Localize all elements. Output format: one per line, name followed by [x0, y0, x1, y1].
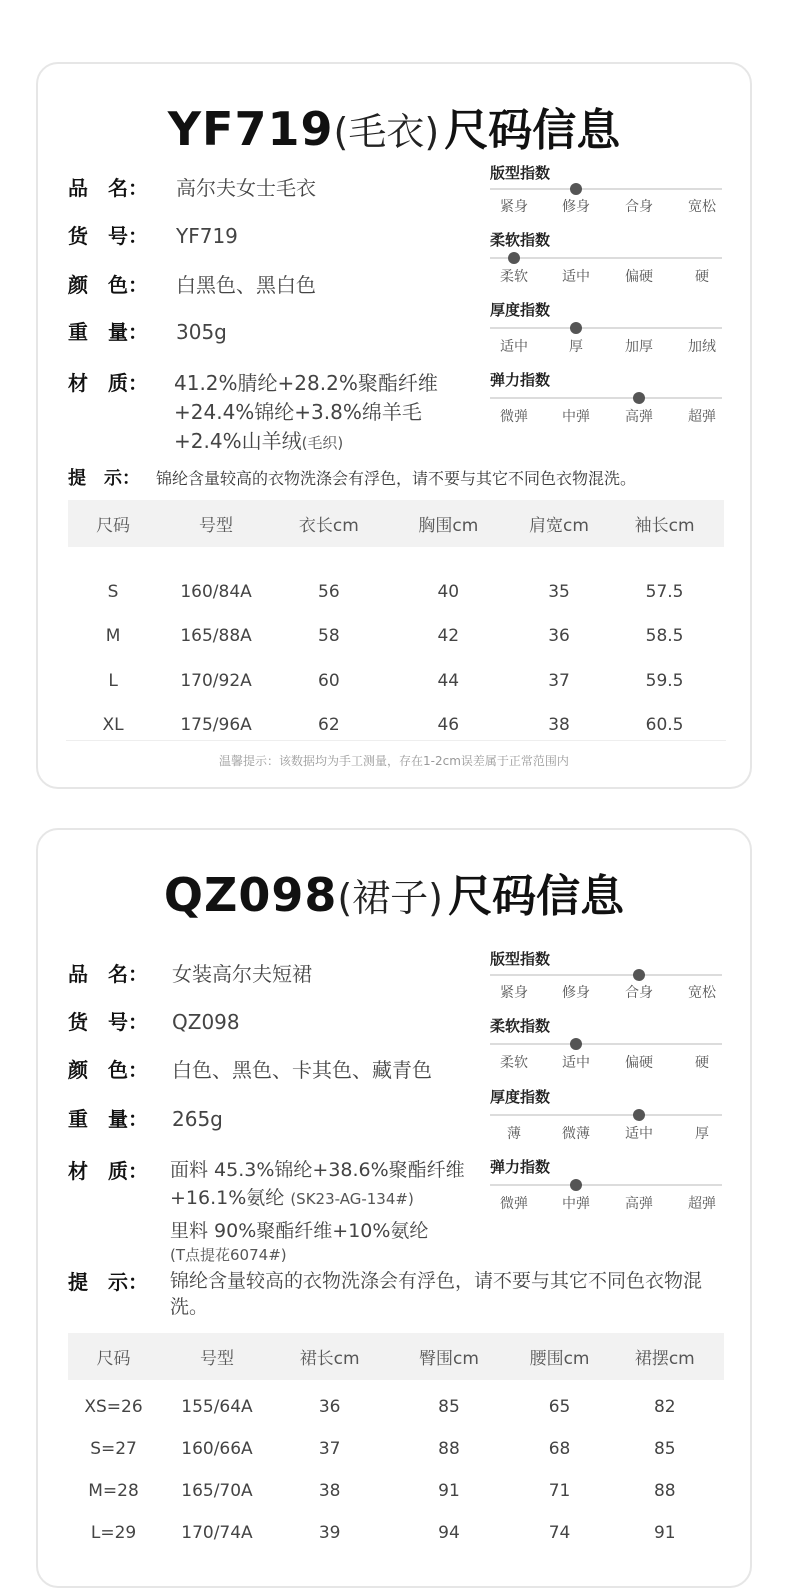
table-row: S=27 160/66A 37 88 68 85 [90, 1439, 676, 1459]
material-text: 41.2%腈纶+28.2%聚酯纤维 +24.4%锦纶+3.8%绵羊毛 +2.4%山羊绒(毛织) [174, 371, 438, 453]
divider [66, 740, 726, 741]
index-marker [633, 1109, 645, 1121]
index-elasticity: 弹力指数 微弹 中弹 高弹 超弹 [490, 1156, 722, 1177]
index-marker [570, 183, 582, 195]
index-thickness: 厚度指数 适中 厚 加厚 加绒 [490, 299, 722, 320]
index-bar [490, 1114, 722, 1116]
index-bar [490, 327, 722, 329]
index-marker [633, 392, 645, 404]
table-row: M 165/88A 58 42 36 58.5 [105, 626, 684, 646]
card-title: QZ098(裙子) 尺码信息 [163, 868, 625, 922]
index-marker [570, 322, 582, 334]
table-header: 尺码 号型 裙长cm 臀围cm 腰围cm 裙摆cm [68, 1333, 724, 1380]
table-row: XL 175/96A 62 46 38 60.5 [102, 715, 684, 735]
index-bar [490, 974, 722, 976]
index-fit: 版型指数 紧身 修身 合身 宽松 [490, 162, 722, 183]
index-softness: 柔软指数 柔软 适中 偏硬 硬 [490, 229, 722, 250]
material-text: 面料 45.3%锦纶+38.6%聚酯纤维 +16.1%氨纶 (SK23-AG-134#) 里料 90%聚酯纤维+10%氨纶 (T点提花6074#) [170, 1159, 465, 1264]
table-row: M=28 165/70A 38 91 71 88 [88, 1481, 676, 1501]
table-row: S 160/84A 56 40 35 57.5 [107, 581, 684, 602]
index-bar [490, 188, 722, 190]
table-row: XS=26 155/64A 36 85 65 82 [84, 1397, 676, 1417]
index-thickness: 厚度指数 薄 微薄 适中 厚 [490, 1086, 722, 1107]
table-header: 尺码 号型 衣长cm 胸围cm 肩宽cm 袖长cm [68, 500, 724, 547]
index-softness: 柔软指数 柔软 适中 偏硬 硬 [490, 1015, 722, 1036]
size-card-skirt: QZ098(裙子) 尺码信息 品 名： 女装高尔夫短裙 货 号： QZ098 颜 色： 白色、黑色、卡其色、藏青色 重 量： 265g 材 质： 面料 45.3%锦纶+38.6%聚酯纤维 +16.1%氨纶 (SK23-AG-134#) 里料 90%聚酯纤维+10%氨纶 (T点提花6074#) 提 示： 锦纶含量较高的衣物洗涤会有浮色，请不要与其它不同色衣物混洗。 版型指数 紧身 修身 合身 宽松 柔软指数 柔软 适中 偏硬 硬 厚度指数 薄 微薄 适中 厚 弹力指数 微弹 中弹 高弹 超弹 尺码 号型 裙长cm 臀围cm 腰围cm 裙摆cm XS=26 155/64A 36 85 65 82 S=27 160/66A 37 88 68 85 M=28 165/70A 38 91 71 88 L=29 170/74A 39 94 74 91 [36, 828, 752, 1588]
card-title: YF719(毛衣) 尺码信息 [167, 102, 621, 156]
tip-line: 提 示： 锦纶含量较高的衣物洗涤会有浮色，请不要与其它不同色衣物混洗。 [68, 468, 637, 489]
size-table [68, 1333, 724, 1554]
table-row: L=29 170/74A 39 94 74 91 [90, 1523, 676, 1543]
index-marker [570, 1038, 582, 1050]
index-marker [570, 1179, 582, 1191]
index-elasticity: 弹力指数 微弹 中弹 高弹 超弹 [490, 369, 722, 390]
index-marker [508, 252, 520, 264]
index-fit: 版型指数 紧身 修身 合身 宽松 [490, 948, 722, 969]
index-bar [490, 1184, 722, 1186]
size-table [68, 500, 724, 747]
tip-text: 锦纶含量较高的衣物洗涤会有浮色，请不要与其它不同色衣物混洗。 [170, 1270, 703, 1318]
measurement-note: 温馨提示：该数据均为手工测量，存在1-2cm误差属于正常范围内 [219, 754, 569, 768]
index-bar [490, 397, 722, 399]
table-row: L 170/92A 60 44 37 59.5 [108, 670, 684, 691]
size-card-sweater: YF719(毛衣) 尺码信息 品 名： 高尔夫女士毛衣 货 号： YF719 颜 色： 白黑色、黑白色 重 量： 305g 材 质： 41.2%腈纶+28.2%聚酯纤维 +24.4%锦纶+3.8%绵羊毛 +2.4%山羊绒(毛织) 提 示： 锦纶含量较高的衣物洗涤会有浮色，请不要与其它不同色衣物混洗。 版型指数 紧身 修身 合身 宽松 柔软指数 柔软 适中 偏硬 硬 厚度指数 适中 厚 加厚 加绒 弹力指数 微弹 中弹 高弹 超弹 尺码 号型 衣长cm 胸围cm 肩宽cm 袖长cm S 160/84A 56 40 35 57.5 M 165/88A 58 42 36 58.5 L 170/92A 60 44 37 59.5 XL 175/96A 62 46 38 60.5 温馨提示：该数据均为手工测量，存在1-2cm误差属于正常范围内 [36, 62, 752, 789]
index-bar [490, 257, 722, 259]
index-bar [490, 1043, 722, 1045]
index-marker [633, 969, 645, 981]
